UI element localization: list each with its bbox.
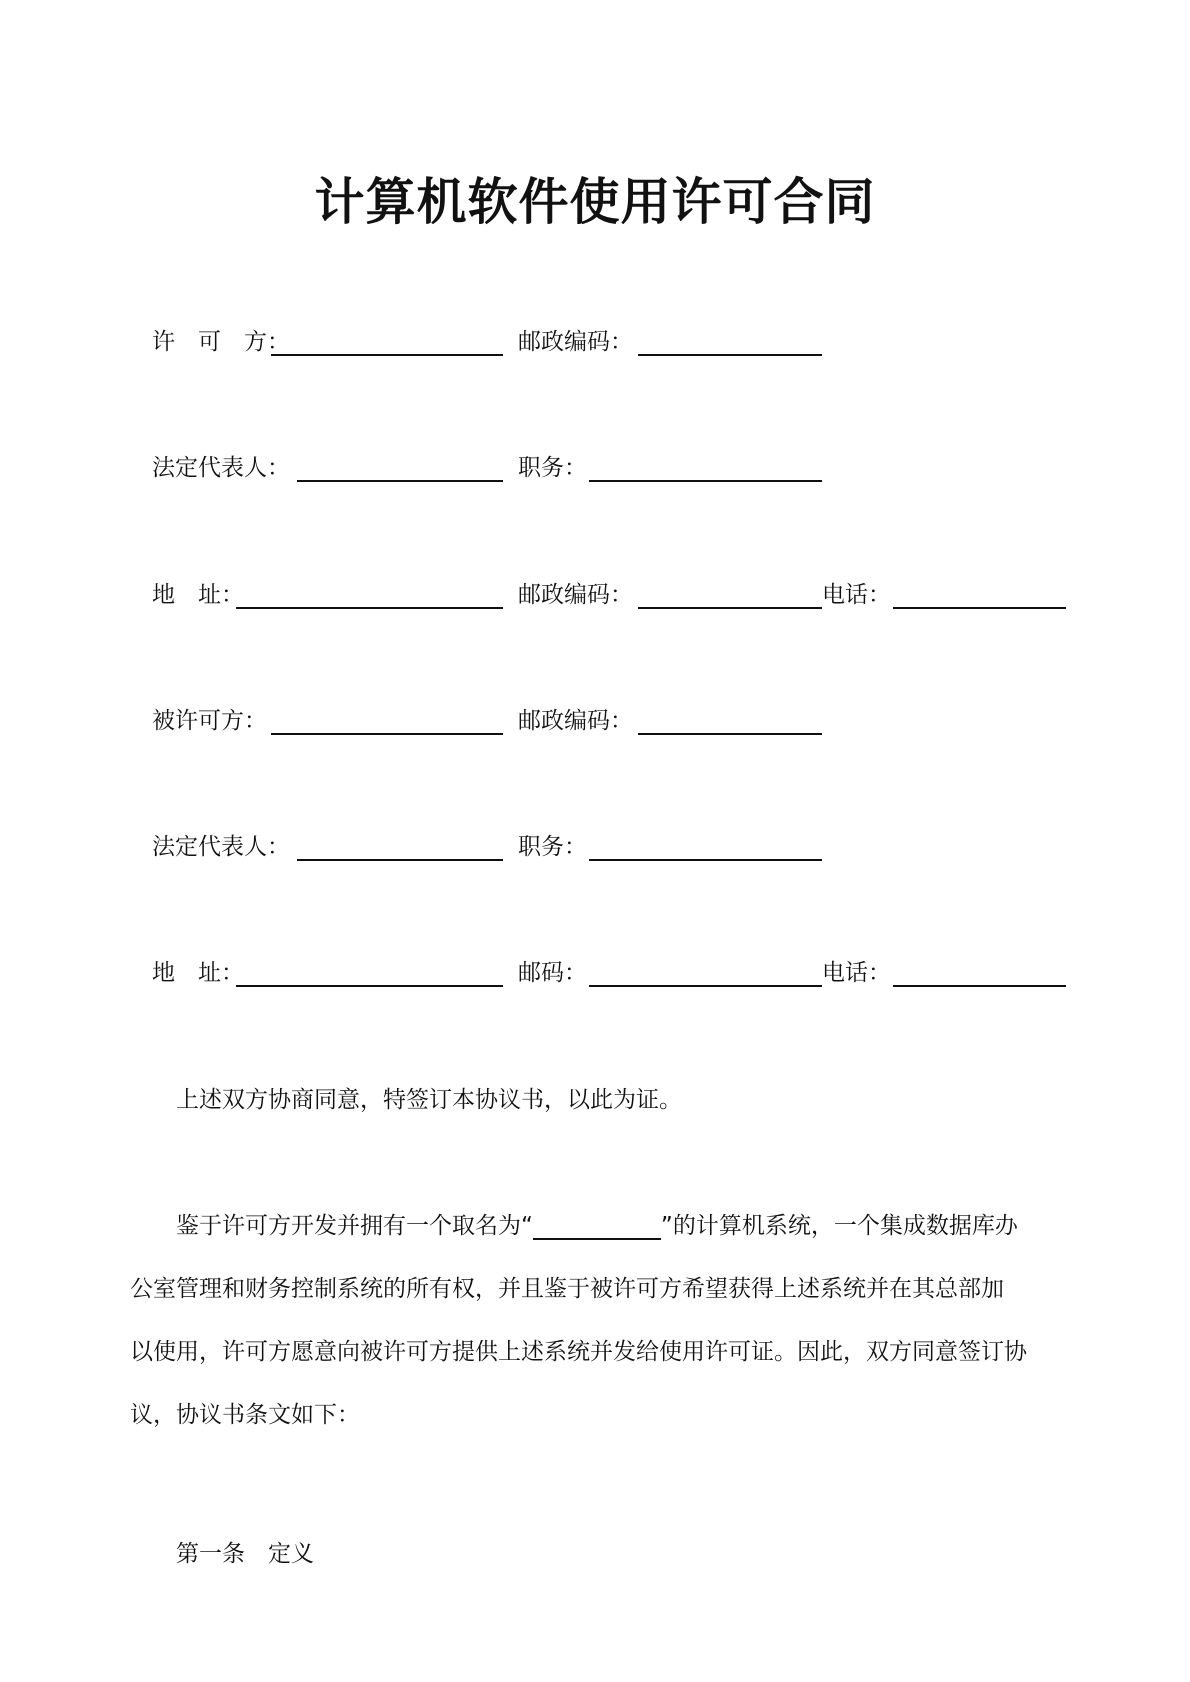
licensee-rep-row [0, 827, 1190, 867]
licensor-row [0, 322, 1190, 362]
licensor-rep-row [0, 448, 1190, 488]
licensor-postcode-field[interactable] [638, 354, 822, 356]
licensor-rep-field[interactable] [297, 480, 503, 482]
licensee-postcode-label: 邮政编码： [518, 708, 633, 734]
licensee-phone-field[interactable] [893, 985, 1066, 987]
licensee-rep-title-field[interactable] [589, 859, 822, 861]
licensee-rep-label: 法定代表人： [152, 834, 290, 860]
licensee-address-row [0, 953, 1190, 993]
article-1-heading: 第一条 定义 [176, 1541, 314, 1567]
licensee-label: 被许可方： [152, 708, 267, 734]
licensor-address-postcode-field[interactable] [638, 607, 822, 609]
licensor-address-field[interactable] [236, 607, 503, 609]
licensee-phone-label: 电话： [822, 960, 891, 986]
licensor-postcode-label: 邮政编码： [518, 329, 633, 355]
licensee-address-field[interactable] [236, 985, 503, 987]
licensor-name-field[interactable] [271, 354, 503, 356]
licensee-postcode-field[interactable] [638, 733, 822, 735]
recital-line-2: 公室管理和财务控制系统的所有权，并且鉴于被许可方希望获得上述系统并在其总部加 [130, 1276, 1004, 1302]
licensee-rep-title-label: 职务： [518, 834, 587, 860]
licensor-address-label: 地 址： [152, 582, 244, 608]
licensor-rep-title-label: 职务： [518, 455, 587, 481]
licensee-address-label: 地 址： [152, 960, 244, 986]
licensor-rep-title-field[interactable] [589, 480, 822, 482]
agreement-statement-block [130, 1080, 1062, 1120]
document-title: 计算机软件使用许可合同 [314, 173, 876, 231]
recital-line-1-start: 鉴于许可方开发并拥有一个取名为“ [176, 1213, 533, 1239]
recital-paragraph [130, 1206, 1062, 1446]
licensee-address-postcode-field[interactable] [589, 985, 822, 987]
licensor-label: 许 可 方： [152, 329, 290, 355]
agreement-statement: 上述双方协商同意，特签订本协议书，以此为证。 [176, 1087, 682, 1113]
licensor-address-row [0, 575, 1190, 615]
system-name-field[interactable] [533, 1212, 661, 1240]
licensor-phone-label: 电话： [822, 582, 891, 608]
licensee-postcode-label-2: 邮码： [518, 960, 587, 986]
licensor-address-postcode-label: 邮政编码： [518, 582, 633, 608]
article-1-block [130, 1534, 1062, 1574]
recital-line-1 [176, 1206, 1018, 1246]
licensor-rep-label: 法定代表人： [152, 455, 290, 481]
licensor-phone-field[interactable] [893, 607, 1066, 609]
recital-line-1-end: ”的计算机系统，一个集成数据库办 [660, 1213, 1018, 1239]
licensee-row [0, 701, 1190, 741]
recital-line-3: 以使用，许可方愿意向被许可方提供上述系统并发给使用许可证。因此，双方同意签订协 [130, 1339, 1027, 1365]
recital-line-4: 议，协议书条文如下： [130, 1402, 360, 1428]
licensee-name-field[interactable] [271, 733, 503, 735]
licensee-rep-field[interactable] [297, 859, 503, 861]
